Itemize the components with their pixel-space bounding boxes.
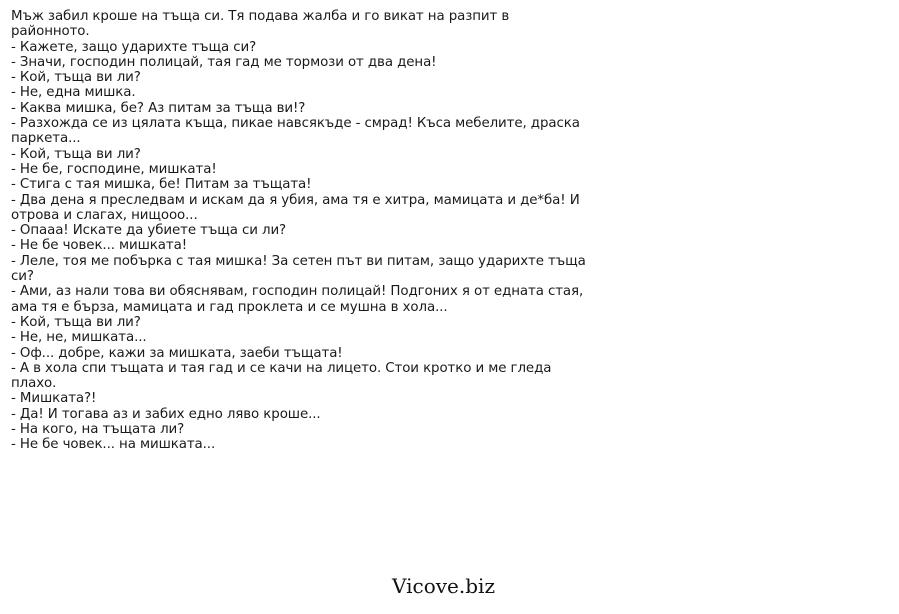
joke-line: - Да! И тогава аз и забих едно ляво кроше... (11, 406, 321, 422)
joke-line: - Не бе човек... на мишката... (11, 437, 216, 453)
joke-line: - Не, една мишка. (11, 85, 136, 101)
joke-line: - Не бе, господине, мишката! (11, 161, 217, 177)
joke-line: - На кого, на тъщата ли? (11, 422, 185, 438)
joke-line: - А в хола спи тъщата и тая гад и се качи на лицето. Стои кротко и ме гледа плахо. (11, 360, 552, 392)
joke-line: - Каква мишка, бе? Аз питам за тъща ви!? (11, 100, 306, 116)
joke-text (11, 9, 586, 453)
joke-line: - Значи, господин полицай, тая гад ме тормози от два дена! (11, 54, 437, 70)
site-watermark: Vicove.biz (392, 574, 495, 598)
joke-line: - Два дена я преследвам и искам да я убия, ама тя е хитра, мамицата и де*ба! И отрова и слагах, нищооо... (11, 192, 580, 223)
joke-line: - Леле, тоя ме побърка с тая мишка! За сетен път ви питам, защо ударихте тъща си? (11, 253, 586, 285)
joke-line: - Кажете, защо ударихте тъща си? (11, 39, 257, 55)
joke-line: - Кой, тъща ви ли? (11, 70, 141, 86)
joke-line: - Кой, тъща ви ли? (11, 314, 141, 330)
joke-line: - Ами, аз нали това ви обяснявам, господин полицай! Подгоних я от едната стая, ама тя е бърза, мамицата и гад проклета и се мушна в хола... (11, 284, 584, 315)
joke-line: - Оф... добре, кажи за мишката, заеби тъщата! (11, 345, 343, 361)
joke-line: - Кой, тъща ви ли? (11, 146, 141, 162)
joke-line: Мъж забил кроше на тъща си. Тя подава жалба и го викат на разпит в районното. (11, 9, 510, 40)
joke-line: - Не, не, мишката... (11, 330, 147, 346)
joke-line: - Опааа! Искате да убиете тъща си ли? (11, 223, 287, 239)
joke-line: - Стига с тая мишка, бе! Питам за тъщата! (11, 177, 312, 193)
joke-line: - Не бе човек... мишката! (11, 238, 187, 254)
joke-line: - Мишката?! (11, 391, 97, 407)
joke-line: - Разхожда се из цялата къща, пикае навсякъде - смрад! Къса мебелите, драска паркета... (11, 116, 580, 147)
